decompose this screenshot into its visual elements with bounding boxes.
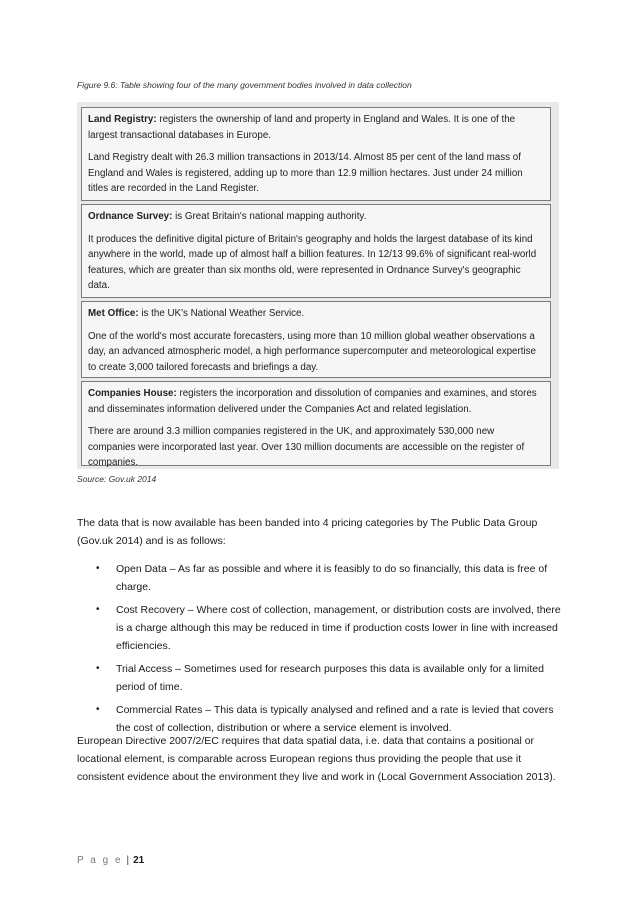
list-item: • Commercial Rates – This data is typically analysed and refined and a rate is levied that covers the cost of collection, distribution or where a service element is involved.: [96, 701, 566, 737]
box-title: Companies House:: [88, 388, 177, 399]
box-intro: Ordnance Survey: is Great Britain's national mapping authority.: [88, 211, 367, 222]
box-detail: Land Registry dealt with 26.3 million transactions in 2013/14. Almost 85 per cent of the land mass of England and Wales is registered, adding up to more than 12.9 million hectares. Just under 24 million titles are recorded in the Land Register.: [88, 152, 523, 194]
box-companies-house: [81, 381, 551, 466]
box-intro: Land Registry: registers the ownership of land and property in England and Wales. It is one of the largest transactional databases in Europe.: [88, 114, 516, 141]
box-detail: There are around 3.3 million companies registered in the UK, and approximately 530,000 new companies were incorporated last year. Over 130 million documents are accessible on the register of companies.: [88, 426, 525, 468]
page-number: 21: [133, 855, 145, 866]
body-closing-paragraph: European Directive 2007/2/EC requires that data spatial data, i.e. data that contains a positional or locational element, is comparable across European regions thus providing the people that use it consistent evidence about the environment they live and work in (Local Government Association 2013).: [77, 735, 556, 783]
page-label: P a g e: [77, 855, 123, 866]
list-item: • Open Data – As far as possible and where it is feasibly to do so financially, this data is free of charge.: [96, 560, 566, 596]
box-title: Met Office:: [88, 308, 139, 319]
body-intro-paragraph: The data that is now available has been banded into 4 pricing categories by The Public Data Group (Gov.uk 2014) and is as follows:: [77, 517, 538, 547]
box-met-office: [81, 301, 551, 378]
box-detail: One of the world's most accurate forecasters, using more than 10 million global weather observations a day, an advanced atmospheric model, a high performance supercomputer and meteorological expertise to create 3,000 tailored forecasts and briefings a day.: [88, 330, 537, 373]
bullet-icon: •: [96, 704, 100, 715]
bullet-icon: •: [96, 604, 100, 615]
page-footer: [77, 855, 144, 866]
figure-caption: Figure 9.6: Table showing four of the many government bodies involved in data collection: [77, 80, 412, 90]
list-item: • Cost Recovery – Where cost of collection, management, or distribution costs are involved, there is a charge although this may be reduced in time if production costs lower in line with increased efficiencies.: [96, 601, 566, 655]
bullet-icon: •: [96, 663, 100, 674]
box-ordnance-survey: [81, 204, 551, 298]
box-title: Land Registry:: [88, 114, 157, 125]
figure-table: [77, 102, 559, 469]
bullet-icon: •: [96, 563, 100, 574]
figure-source: Source: Gov.uk 2014: [77, 474, 157, 484]
list-item: • Trial Access – Sometimes used for research purposes this data is available only for a limited period of time.: [96, 660, 566, 696]
box-title: Ordnance Survey:: [88, 211, 173, 222]
box-land-registry: [81, 107, 551, 201]
box-detail: It produces the definitive digital picture of Britain's geography and holds the largest database of its kind anywhere in the world, made up of almost half a billion features. In 12/13 99.6% of significant real-world features, which are greater than six months old, were represented in Ordnance Survey's geographic data.: [88, 233, 537, 291]
box-intro: Met Office: is the UK's National Weather Service.: [88, 308, 305, 319]
footer-separator: |: [126, 855, 130, 866]
box-intro: Companies House: registers the incorporation and dissolution of companies and examines, and stores and disseminates information delivered under the Companies Act and related legislation.: [88, 388, 537, 415]
pricing-category-list: [96, 560, 566, 742]
